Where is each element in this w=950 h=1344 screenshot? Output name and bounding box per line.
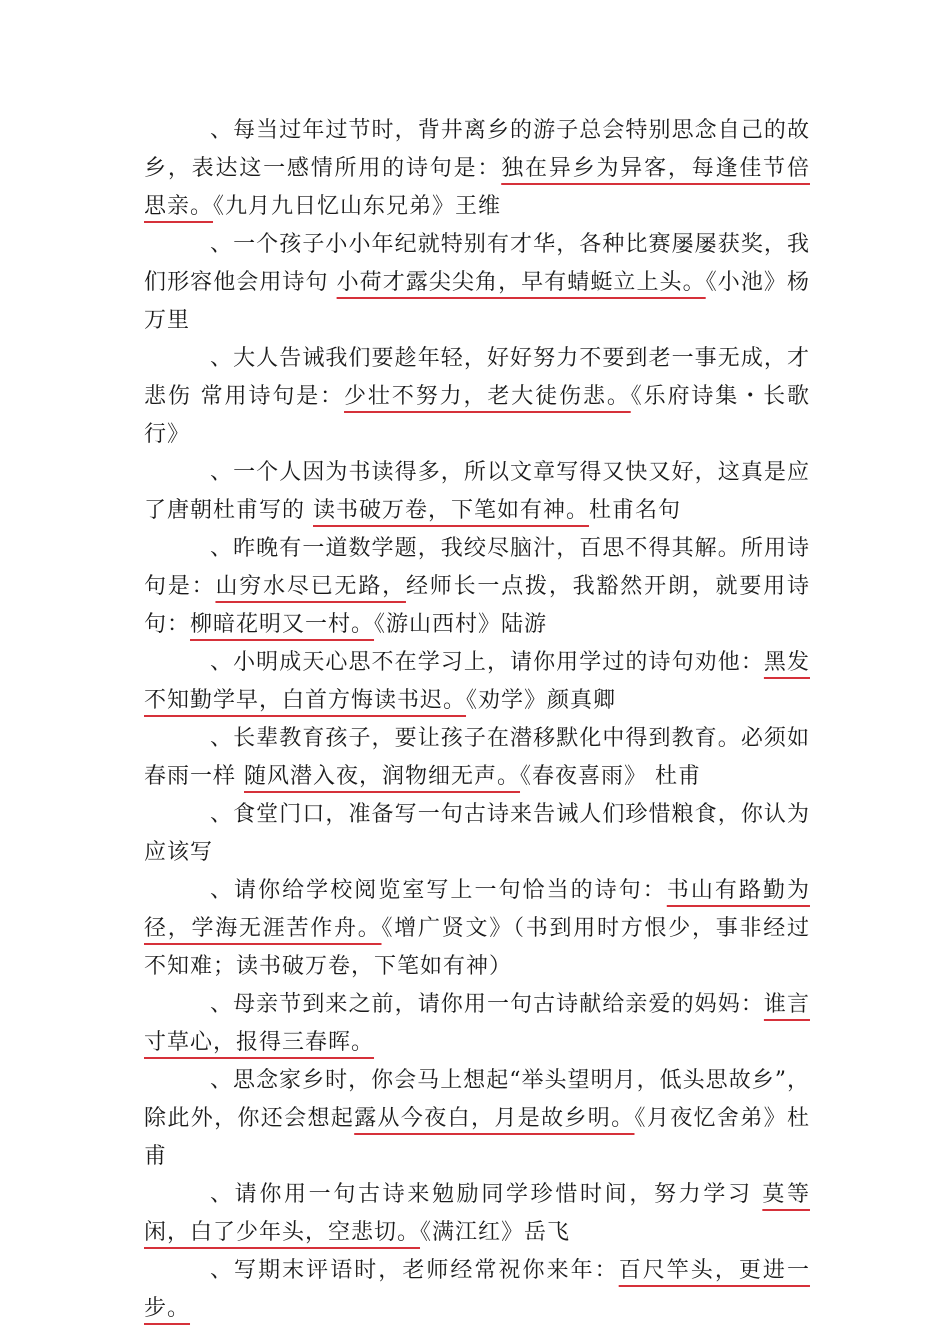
question-prompt: 、请你给学校阅览室写上一句恰当的诗句：	[210, 878, 667, 903]
verse-source: 《春夜喜雨》 杜甫	[520, 764, 702, 789]
answer-verse: 小荷才露尖尖角，早有蜻蜓立上头。	[336, 270, 706, 295]
question-13	[144, 1252, 810, 1328]
question-3	[144, 340, 810, 454]
question-prompt: 、思念家乡时，你会马上想起“举头望明月，低头思故乡”，除此外，你还会想起	[144, 1068, 810, 1131]
verse-source: 《月夜忆舍弟》杜甫	[144, 1106, 810, 1169]
verse-source: 《增广贤文》（书到用时方恨少，事非经过不知难；读书破万卷，下笔如有神）	[144, 916, 810, 979]
question-6	[144, 644, 810, 720]
question-8	[144, 796, 810, 872]
answer-verse: 书山有路勤为径，学海无涯苦作舟。	[144, 878, 810, 941]
answer-verse-second: 柳暗花明又一村。	[190, 612, 375, 637]
question-1	[144, 112, 810, 226]
verse-source: 《游山西村》陆游	[374, 612, 548, 637]
answer-verse: 谁言寸草心，报得三春晖。	[144, 992, 810, 1055]
question-prompt: 、母亲节到来之前，请你用一句古诗献给亲爱的妈妈：	[210, 992, 764, 1017]
answer-verse: 少壮不努力，老大徒伤悲。	[344, 384, 631, 409]
question-prompt: 、一个孩子小小年纪就特别有才华，各种比赛屡屡获奖，我们形容他会用诗句	[144, 232, 810, 295]
question-4	[144, 454, 810, 530]
verse-source: 杜甫名句	[589, 498, 682, 523]
question-11	[144, 1062, 810, 1176]
question-9	[144, 872, 810, 986]
question-prompt: 、大人告诫我们要趁年轻，好好努力不要到老一事无成，才悲伤 常用诗句是：	[144, 346, 810, 409]
question-prompt: 、小明成天心思不在学习上，请你用学过的诗句劝他：	[210, 650, 764, 675]
question-prompt: 、昨晚有一道数学题，我绞尽脑汁，百思不得其解。所用诗句是：	[144, 536, 810, 599]
question-2	[144, 226, 810, 340]
question-prompt: 、每当过年过节时，背井离乡的游子总会特别思念自己的故乡，表达这一感情所用的诗句是：	[144, 118, 810, 181]
answer-verse: 露从今夜白，月是故乡明。	[354, 1106, 635, 1131]
document-page	[144, 112, 810, 1328]
verse-source: 《九月九日忆山东兄弟》王维	[213, 194, 502, 219]
answer-verse: 独在异乡为异客，每逢佳节倍思亲。	[144, 156, 810, 219]
answer-verse: 莫等闲，白了少年头，空悲切。	[144, 1182, 810, 1245]
question-7	[144, 720, 810, 796]
question-prompt: 、长辈教育孩子，要让孩子在潜移默化中得到教育。必须如春雨一样	[144, 726, 810, 789]
question-12	[144, 1176, 810, 1252]
verse-source: 《劝学》颜真卿	[466, 688, 617, 713]
answer-verse: 随风潜入夜，润物细无声。	[244, 764, 521, 789]
answer-verse: 百尺竿头，更进一步。	[144, 1258, 810, 1321]
answer-verse: 山穷水尽已无路，	[215, 574, 406, 599]
verse-source: 《小池》杨万里	[144, 270, 810, 333]
verse-source: 《乐府诗集・长歌行》	[144, 384, 810, 447]
question-prompt: 、食堂门口，准备写一句古诗来告诫人们珍惜粮食，你认为应该写	[144, 802, 810, 865]
question-prompt: 、一个人因为书读得多，所以文章写得又快又好，这真是应了唐朝杜甫写的	[144, 460, 810, 523]
question-10	[144, 986, 810, 1062]
answer-verse: 黑发不知勤学早，白首方悔读书迟。	[144, 650, 810, 713]
question-middle: 经师长一点拨，我豁然开朗，就要用诗句：	[144, 574, 810, 637]
question-prompt: 、写期末评语时，老师经常祝你来年：	[210, 1258, 619, 1283]
verse-source: 《满江红》岳飞	[420, 1220, 571, 1245]
question-5	[144, 530, 810, 644]
question-prompt: 、请你用一句古诗来勉励同学珍惜时间，努力学习	[210, 1182, 763, 1207]
answer-verse: 读书破万卷，下笔如有神。	[313, 498, 590, 523]
